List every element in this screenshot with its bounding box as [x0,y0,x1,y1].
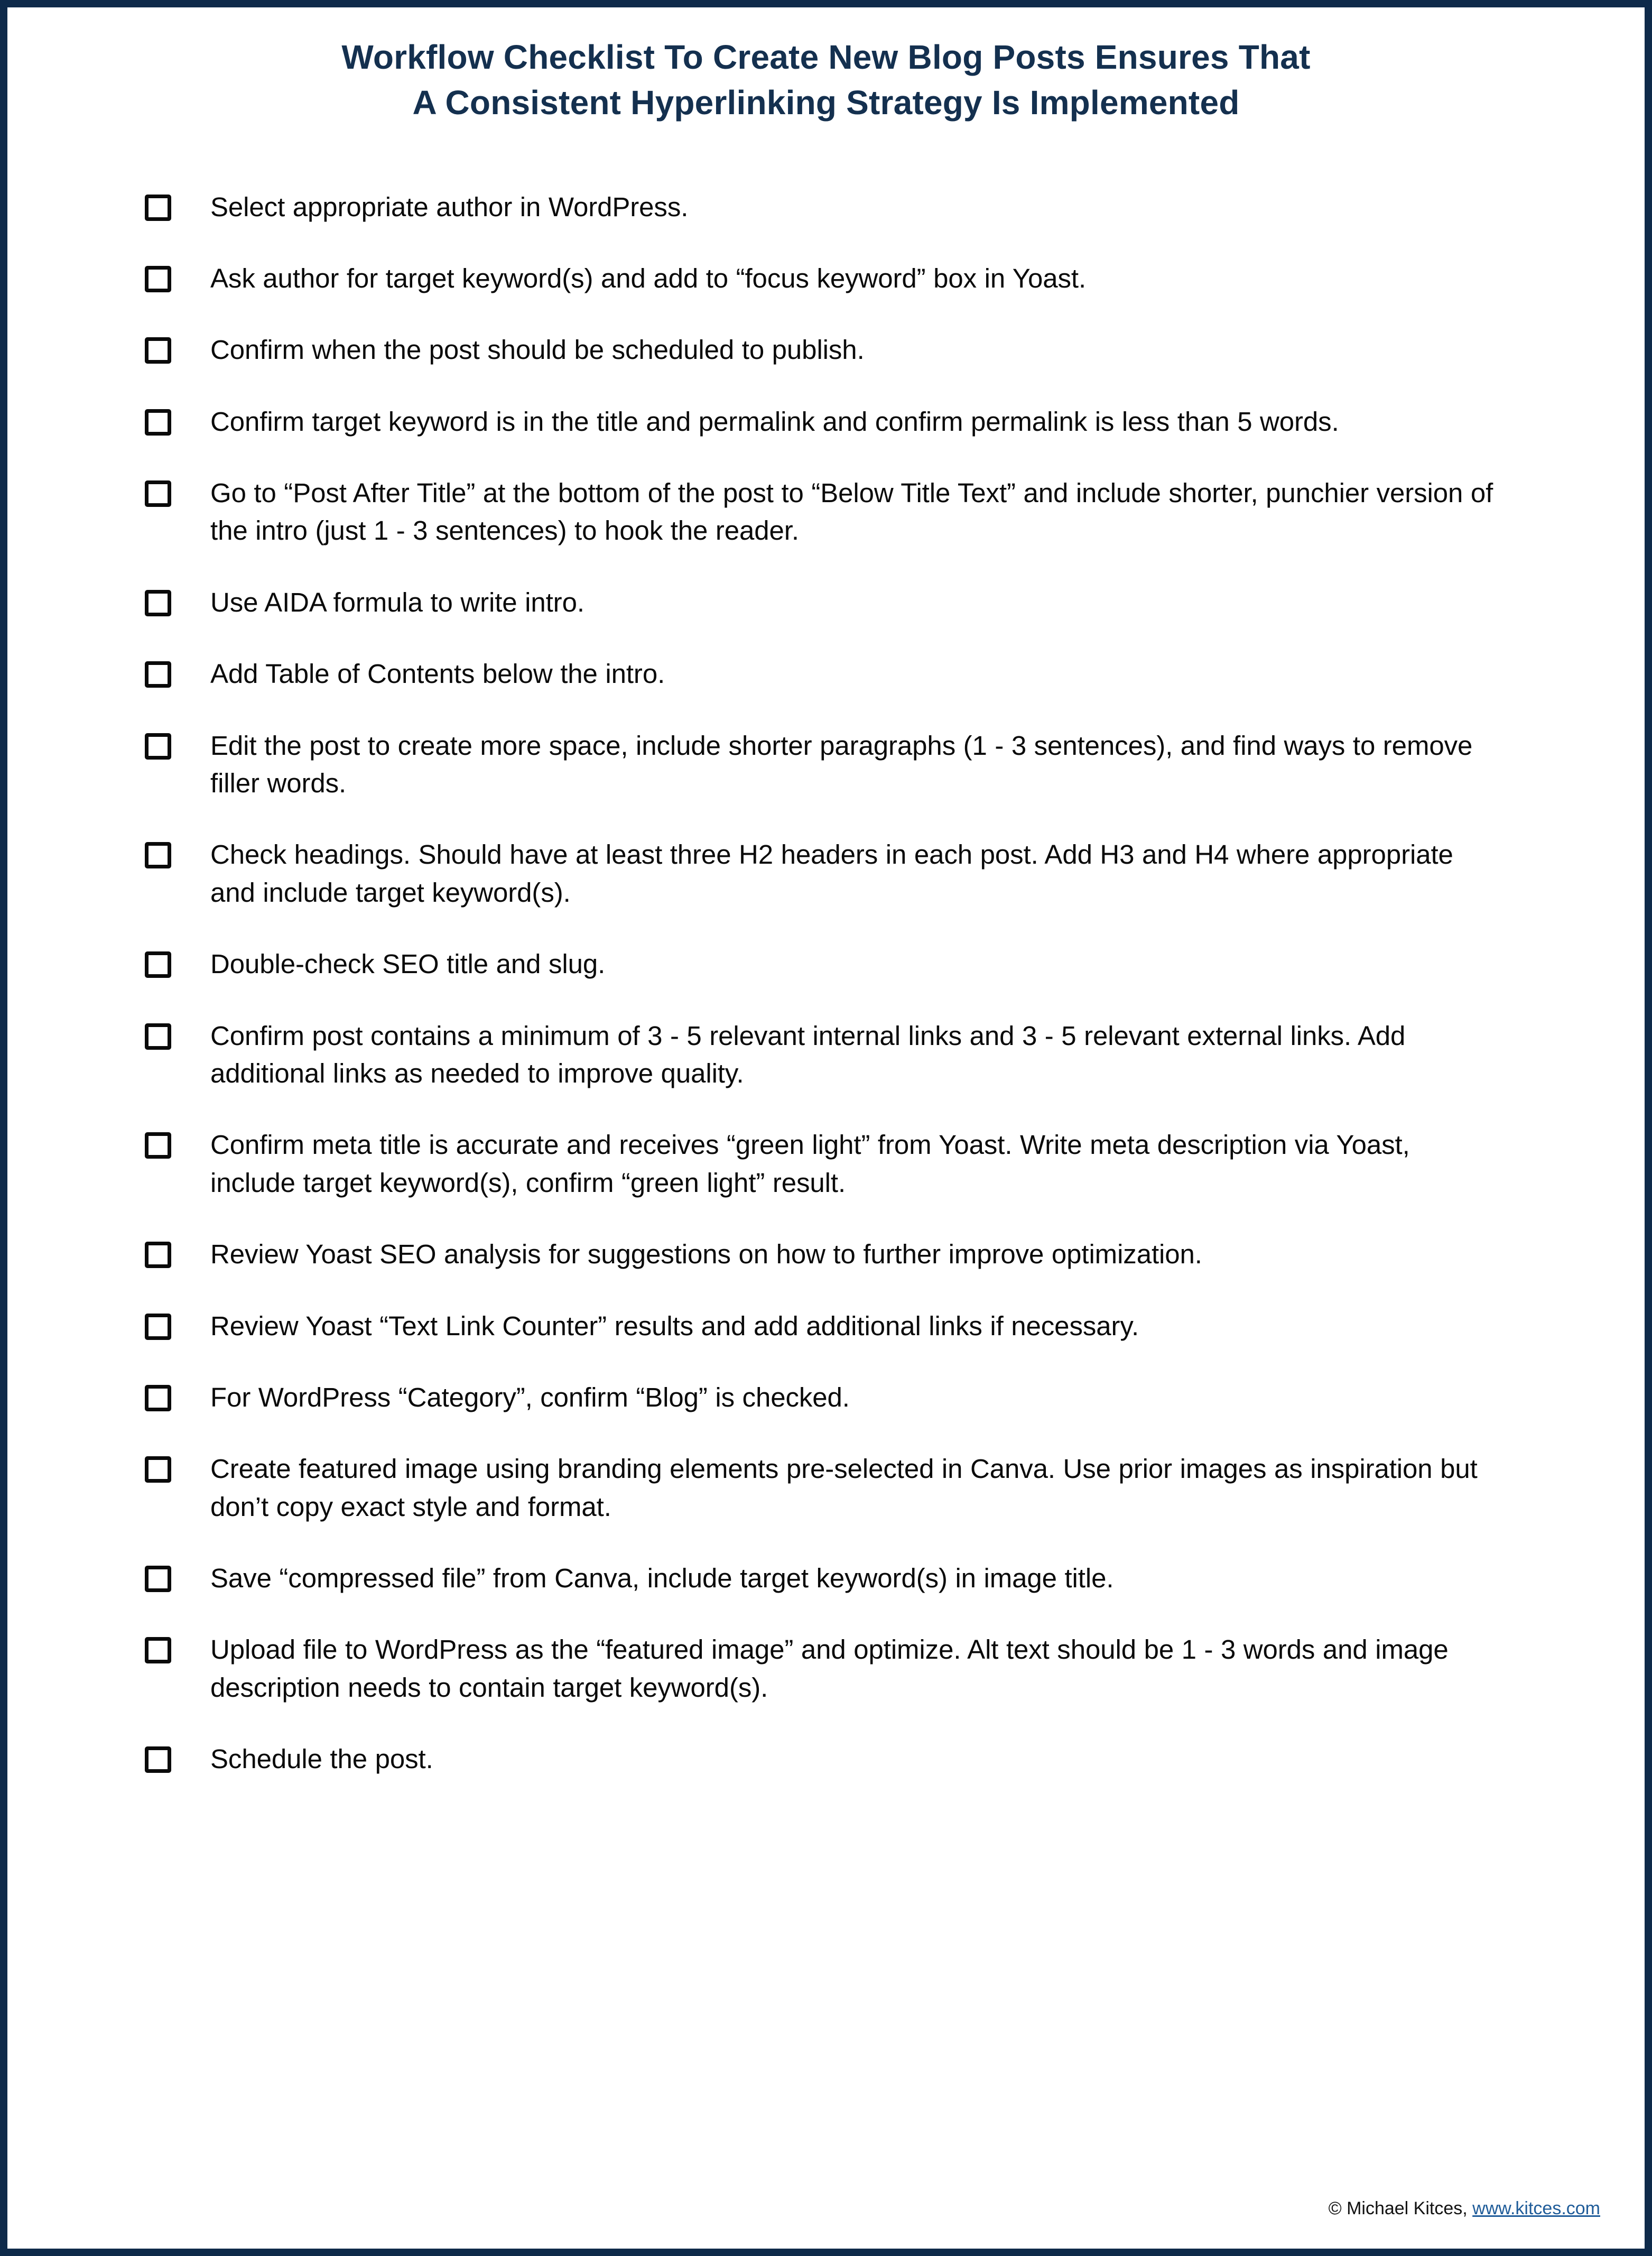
page-title-line-1: Workflow Checklist To Create New Blog Posts Ensures That [341,38,1311,76]
checkbox-empty-icon[interactable] [145,1746,171,1773]
checklist-item-label: Review Yoast SEO analysis for suggestions on how to further improve optimization. [210,1239,1202,1270]
checkbox-empty-icon[interactable] [145,733,171,760]
checklist-item[interactable] [7,1450,1645,1525]
checklist-item-label: Confirm meta title is accurate and receives “green light” from Yoast. Write meta description via Yoast, include target keyword(s), confirm “green light” result. [210,1130,1410,1198]
checklist-item[interactable] [7,1126,1645,1201]
checklist-item-label: Schedule the post. [210,1744,433,1774]
checkbox-empty-icon[interactable] [145,842,171,868]
checkbox-empty-icon[interactable] [145,195,171,221]
checkbox-empty-icon[interactable] [145,1385,171,1411]
checklist-item-label: Review Yoast “Text Link Counter” results and add additional links if necessary. [210,1310,1139,1341]
checklist-item-label: Ask author for target keyword(s) and add to “focus keyword” box in Yoast. [210,263,1087,293]
checklist-item-label: Upload file to WordPress as the “featured image” and optimize. Alt text should be 1 - 3 words and image description needs to contain target keyword(s). [210,1634,1449,1703]
checklist-item[interactable] [7,188,1645,226]
checklist-item[interactable] [7,403,1645,440]
checkbox-empty-icon[interactable] [145,337,171,364]
checklist-item[interactable] [7,1379,1645,1416]
checklist-item[interactable] [7,474,1645,550]
workflow-checklist [7,126,1645,1778]
checklist-item[interactable] [7,1235,1645,1273]
checklist-item-label: For WordPress “Category”, confirm “Blog” is checked. [210,1382,850,1412]
checklist-item[interactable] [7,1307,1645,1345]
checkbox-empty-icon[interactable] [145,1566,171,1592]
checkbox-empty-icon[interactable] [145,1637,171,1663]
checklist-item-label: Go to “Post After Title” at the bottom of the post to “Below Title Text” and include shorter, punchier version of the intro (just 1 - 3 sentences) to hook the reader. [210,478,1493,546]
checkbox-empty-icon[interactable] [145,1314,171,1340]
checkbox-empty-icon[interactable] [145,1456,171,1483]
checklist-item[interactable] [7,1559,1645,1597]
checkbox-empty-icon[interactable] [145,266,171,292]
page-content [7,7,1645,2249]
checklist-item[interactable] [7,727,1645,802]
checklist-item-label: Add Table of Contents below the intro. [210,659,665,689]
checklist-item[interactable] [7,331,1645,368]
checkbox-empty-icon[interactable] [145,480,171,507]
checklist-item[interactable] [7,1017,1645,1093]
checklist-item-label: Double-check SEO title and slug. [210,949,606,979]
checkbox-empty-icon[interactable] [145,590,171,616]
checklist-item[interactable] [7,945,1645,983]
checklist-item[interactable] [7,655,1645,692]
checklist-item[interactable] [7,836,1645,911]
checkbox-empty-icon[interactable] [145,1023,171,1050]
page-title-line-2: A Consistent Hyperlinking Strategy Is Implemented [412,83,1240,122]
checklist-item-label: Create featured image using branding elements pre-selected in Canva. Use prior images as inspiration but don’t copy exact style and format. [210,1454,1478,1522]
checklist-item-label: Edit the post to create more space, include shorter paragraphs (1 - 3 sentences), and find ways to remove filler words. [210,730,1473,799]
footer-copyright [1329,2198,1600,2219]
checkbox-empty-icon[interactable] [145,951,171,978]
checkbox-empty-icon[interactable] [145,1242,171,1268]
checkbox-empty-icon[interactable] [145,409,171,436]
checklist-item[interactable] [7,584,1645,621]
checklist-item-label: Confirm target keyword is in the title and permalink and confirm permalink is less than 5 words. [210,406,1339,437]
page-title [7,7,1645,126]
checklist-item[interactable] [7,1740,1645,1778]
checklist-item-label: Check headings. Should have at least three H2 headers in each post. Add H3 and H4 where appropriate and include target keyword(s). [210,839,1453,908]
checkbox-empty-icon[interactable] [145,1132,171,1159]
checklist-item-label: Use AIDA formula to write intro. [210,587,584,617]
checklist-item-label: Confirm post contains a minimum of 3 - 5 relevant internal links and 3 - 5 relevant external links. Add additional links as needed to improve quality. [210,1020,1406,1088]
checkbox-empty-icon[interactable] [145,661,171,688]
checklist-item-label: Save “compressed file” from Canva, include target keyword(s) in image title. [210,1563,1114,1594]
kitces-site-link[interactable]: www.kitces.com [1472,2198,1600,2218]
checklist-item[interactable] [7,260,1645,297]
checklist-item[interactable] [7,1631,1645,1706]
checklist-item-label: Select appropriate author in WordPress. [210,191,689,222]
checklist-item-label: Confirm when the post should be scheduled to publish. [210,335,865,365]
copyright-text: © Michael Kitces, [1328,2198,1473,2218]
